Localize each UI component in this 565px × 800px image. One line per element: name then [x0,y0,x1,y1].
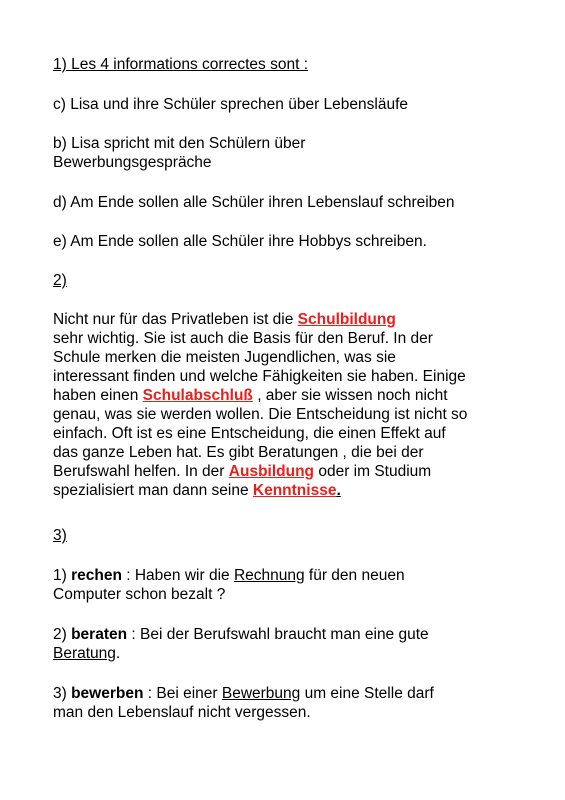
section-3-heading: 3) [53,527,67,544]
paragraph-line: Schule merken die meisten Jugendlichen, was sie [53,349,396,366]
item-line: Beratung. [53,645,121,662]
paragraph-line: haben einen Schulabschluß , aber sie wissen noch nicht [53,387,448,404]
section-2-heading: 2) [53,272,67,289]
word-item-2 [53,625,523,663]
answer-d: d) Am Ende sollen alle Schüler ihren Lebenslauf schreiben [53,194,455,211]
paragraph-line: sehr wichtig. Sie ist auch die Basis für den Beruf. In der [53,330,433,347]
word-item-1 [53,566,523,604]
derived-noun: Bewerbung [221,685,301,702]
answer-e: e) Am Ende sollen alle Schüler ihre Hobbys schreiben. [53,233,427,250]
paragraph-line: einfach. Oft ist es eine Entscheidung, die einen Effekt auf [53,425,446,442]
gap-answer: Kenntnisse [252,482,337,499]
paragraph-line: Nicht nur für das Privatleben ist die Schulbildung [53,311,396,328]
answer-b-line1: b) Lisa spricht mit den Schülern über [53,135,306,152]
gap-answer: Schulbildung [297,311,396,328]
paragraph-line: genau, was sie werden wollen. Die Entscheidung ist nicht so [53,406,468,423]
item-line: Computer schon bezalt ? [53,586,226,603]
word-item-3 [53,684,523,722]
item-word: bewerben [71,685,144,702]
paragraph-line: Berufswahl helfen. In der Ausbildung oder im Studium [53,463,432,480]
answer-c: c) Lisa und ihre Schüler sprechen über Lebensläufe [53,96,409,113]
section-1-heading: 1) Les 4 informations correctes sont : [53,56,309,73]
item-line: 2) beraten : Bei der Berufswahl braucht man eine gute [53,626,429,643]
section-2-paragraph [53,310,523,500]
paragraph-line: das ganze Leben hat. Es gibt Beratungen , die bei der [53,444,424,461]
derived-noun: Rechnung [233,567,305,584]
item-line: 3) bewerben : Bei einer Bewerbung um eine Stelle darf [53,685,434,702]
derived-noun: Beratung [53,645,116,662]
item-line: 1) rechen : Haben wir die Rechnung für den neuen [53,567,405,584]
item-word: rechen [71,567,122,584]
gap-answer: Ausbildung [228,463,315,480]
paragraph-line: interessant finden und welche Fähigkeiten sie haben. Einige [53,368,466,385]
answer-b-line2: Bewerbungsgespräche [53,154,212,171]
item-word: beraten [71,626,128,643]
paragraph-line: spezialisiert man dann seine Kenntnisse. [53,482,341,499]
item-line: man den Lebenslauf nicht vergessen. [53,704,311,721]
gap-answer: Schulabschluß [142,387,253,404]
